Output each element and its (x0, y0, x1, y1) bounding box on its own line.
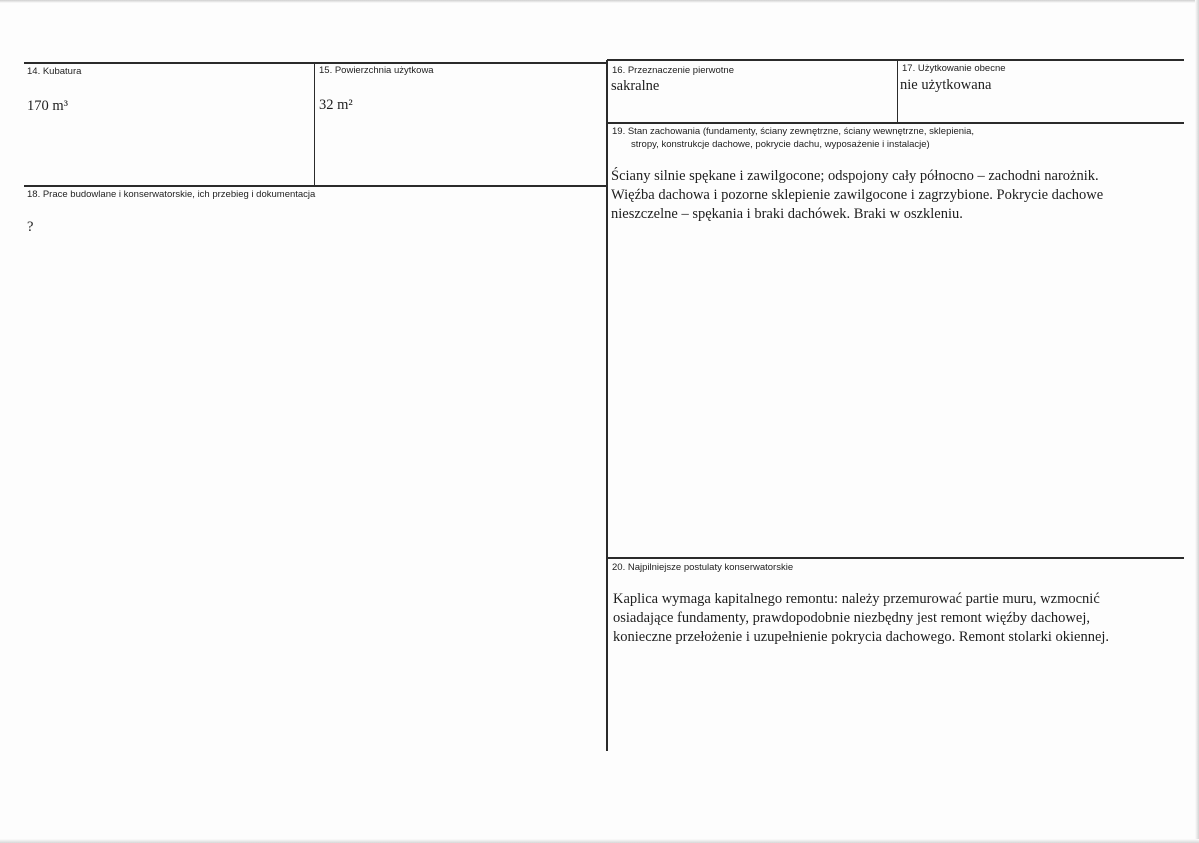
sheet-edge-top (0, 0, 1199, 3)
field-15-value: 32 m² (319, 97, 353, 113)
grid-divider-row-20 (607, 557, 1184, 559)
grid-divider-16-17 (897, 60, 898, 123)
field-18-value: ? (27, 219, 34, 235)
grid-divider-row-18 (24, 185, 607, 187)
grid-center-divider (606, 60, 608, 751)
grid-divider-14-15 (314, 63, 315, 185)
field-19-label-line-2: stropy, konstrukcje dachowe, pokrycie dachu, wyposażenie i instalacje) (631, 139, 930, 150)
field-17-value: nie użytkowana (900, 77, 992, 93)
field-20-label: 20. Najpilniejsze postulaty konserwatorskie (612, 562, 794, 573)
field-16-value: sakralne (611, 78, 660, 94)
grid-divider-row-19 (607, 122, 1184, 124)
field-19-value-line-2: Więźba dachowa i pozorne sklepienie zawilgocone i zagrzybione. Pokrycie dachowe (611, 187, 1104, 203)
field-19-label-line-1: 19. Stan zachowania (fundamenty, ściany zewnętrzne, ściany wewnętrzne, sklepienia, (612, 126, 975, 137)
field-18-label: 18. Prace budowlane i konserwatorskie, ich przebieg i dokumentacja (27, 189, 316, 200)
field-19-value-line-1: Ściany silnie spękane i zawilgocone; odspojony cały północno – zachodni narożnik. (611, 168, 1099, 184)
field-14-value: 170 m³ (27, 98, 69, 114)
field-15-label: 15. Powierzchnia użytkowa (319, 65, 434, 76)
field-20-value-line-1: Kaplica wymaga kapitalnego remontu: należy przemurować partie muru, wzmocnić (613, 591, 1100, 607)
field-20-value-line-2: osiadające fundamenty, prawdopodobnie niezbędny jest remont więźby dachowej, (613, 610, 1090, 626)
grid-top-border-right (607, 59, 1184, 61)
field-16-label: 16. Przeznaczenie pierwotne (612, 65, 734, 76)
field-14-label: 14. Kubatura (27, 66, 82, 77)
sheet-edge-bottom (0, 839, 1199, 843)
field-19-value-line-3: nieszczelne – spękania i braki dachówek. Braki w oszkleniu. (611, 206, 963, 222)
field-17-label: 17. Użytkowanie obecne (902, 63, 1006, 74)
field-20-value-line-3: konieczne przełożenie i uzupełnienie pokrycia dachowego. Remont stolarki okiennej. (613, 629, 1110, 645)
sheet-edge-right (1195, 0, 1199, 843)
grid-top-border-left (24, 62, 607, 64)
